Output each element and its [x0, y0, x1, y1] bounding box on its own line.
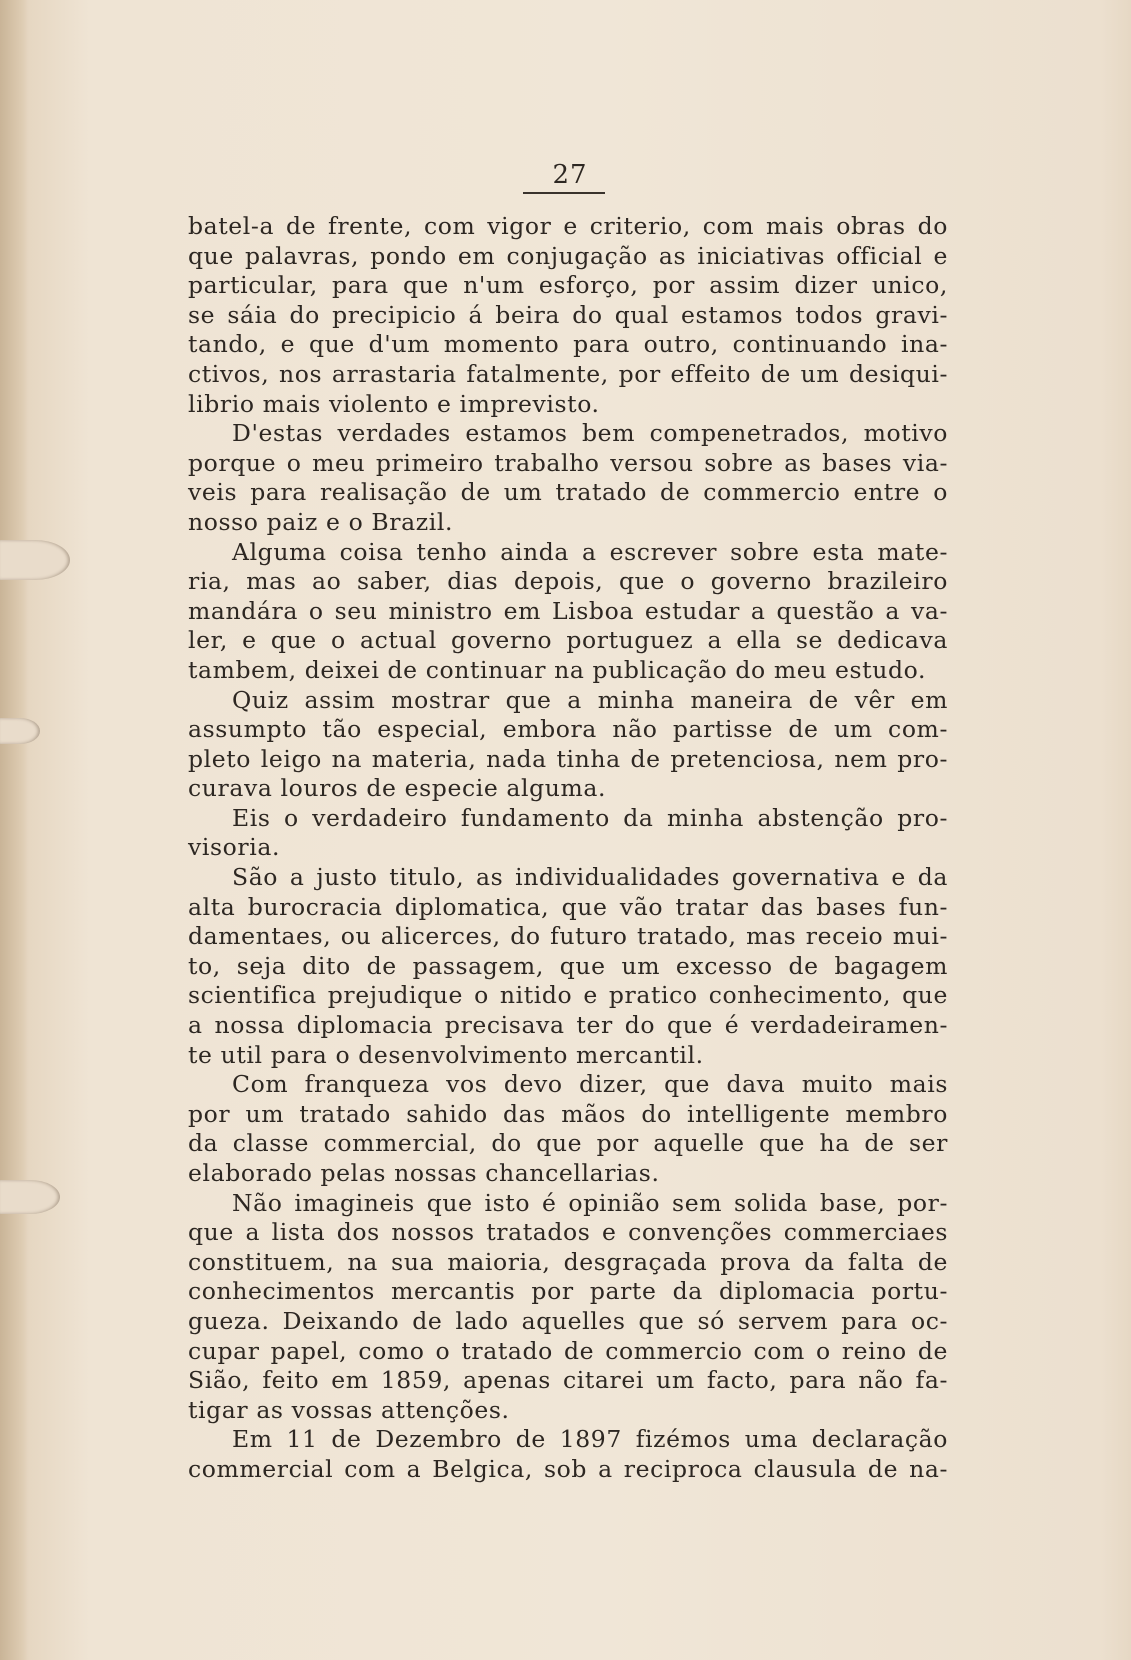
text-line: commercial com a Belgica, sob a reciproca clausula de na- [188, 1454, 948, 1483]
text-line: Não imagineis que isto é opinião sem solida base, por- [232, 1188, 948, 1217]
body-text [188, 212, 948, 1485]
text-line: alta burocracia diplomatica, que vão tratar das bases fun- [188, 892, 948, 921]
text-line: São a justo titulo, as individualidades governativa e da [232, 863, 948, 892]
text-line: ria, mas ao saber, dias depois, que o governo brazileiro [188, 567, 948, 596]
text-line: Com franqueza vos devo dizer, que dava muito mais [232, 1070, 948, 1099]
text-line: Quiz assim mostrar que a minha maneira de vêr em [232, 685, 948, 714]
page-edge-tear [0, 718, 40, 744]
text-line: mandára o seu ministro em Lisboa estudar a questão a va- [188, 596, 948, 625]
text-line: porque o meu primeiro trabalho versou sobre as bases via- [188, 448, 948, 477]
text-line: elaborado pelas nossas chancellarias. [188, 1159, 660, 1187]
page-number-underline [523, 192, 605, 194]
text-line: librio mais violento e imprevisto. [188, 389, 600, 418]
text-line: conhecimentos mercantis por parte da diplomacia portu- [188, 1277, 948, 1306]
text-line: tando, e que d'um momento para outro, continuando ina- [188, 330, 948, 359]
text-line: Em 11 de Dezembro de 1897 fizémos uma declaração [232, 1425, 948, 1454]
text-line: Eis o verdadeiro fundamento da minha abstenção pro- [232, 803, 948, 832]
page-edge-tear [0, 1180, 60, 1214]
text-line: a nossa diplomacia precisava ter do que é verdadeiramen- [188, 1011, 948, 1040]
text-line: nosso paiz e o Brazil. [188, 507, 454, 536]
text-line: damentaes, ou alicerces, do futuro tratado, mas receio mui- [188, 922, 948, 951]
text-line: batel-a de frente, com vigor e criterio, com mais obras do [188, 212, 948, 240]
text-line: ctivos, nos arrastaria fatalmente, por effeito de um desiqui- [188, 359, 948, 388]
text-line: scientifica prejudique o nitido e pratico conhecimento, que [188, 981, 948, 1010]
text-line: ler, e que o actual governo portuguez a ella se dedicava [188, 626, 948, 655]
text-line: particular, para que n'um esforço, por assim dizer unico, [188, 271, 948, 300]
text-line: gueza. Deixando de lado aquelles que só servem para oc- [188, 1306, 948, 1335]
text-line: D'estas verdades estamos bem compenetrados, motivo [232, 419, 948, 448]
text-line: veis para realisação de um tratado de commercio entre o [188, 478, 948, 507]
page-binding-edge [0, 0, 28, 1660]
text-line: que a lista dos nossos tratados e convenções commerciaes [188, 1218, 948, 1247]
text-line: se sáia do precipicio á beira do qual estamos todos gravi- [188, 300, 948, 329]
text-line: constituem, na sua maioria, desgraçada prova da falta de [188, 1247, 948, 1276]
text-line: da classe commercial, do que por aquelle que ha de ser [188, 1129, 948, 1158]
text-line: curava louros de especie alguma. [188, 774, 607, 803]
text-line: assumpto tão especial, embora não partisse de um com- [188, 715, 948, 744]
text-line: Sião, feito em 1859, apenas citarei um facto, para não fa- [188, 1366, 948, 1395]
page-number: 27 [552, 160, 588, 190]
text-line: pleto leigo na materia, nada tinha de pretenciosa, nem pro- [188, 744, 948, 773]
text-line: tigar as vossas attenções. [188, 1395, 510, 1424]
text-line: que palavras, pondo em conjugação as iniciativas official e [188, 241, 948, 270]
text-line: por um tratado sahido das mãos do intelligente membro [188, 1099, 948, 1128]
text-line: tambem, deixei de continuar na publicação do meu estudo. [188, 655, 927, 684]
text-line: to, seja dito de passagem, que um excesso de bagagem [188, 951, 948, 980]
text-line: visoria. [188, 833, 281, 862]
text-line: cupar papel, como o tratado de commercio com o reino de [188, 1336, 948, 1365]
text-line: te util para o desenvolvimento mercantil. [188, 1040, 704, 1069]
text-line: Alguma coisa tenho ainda a escrever sobre esta mate- [232, 537, 948, 566]
page-edge-tear [0, 540, 70, 580]
